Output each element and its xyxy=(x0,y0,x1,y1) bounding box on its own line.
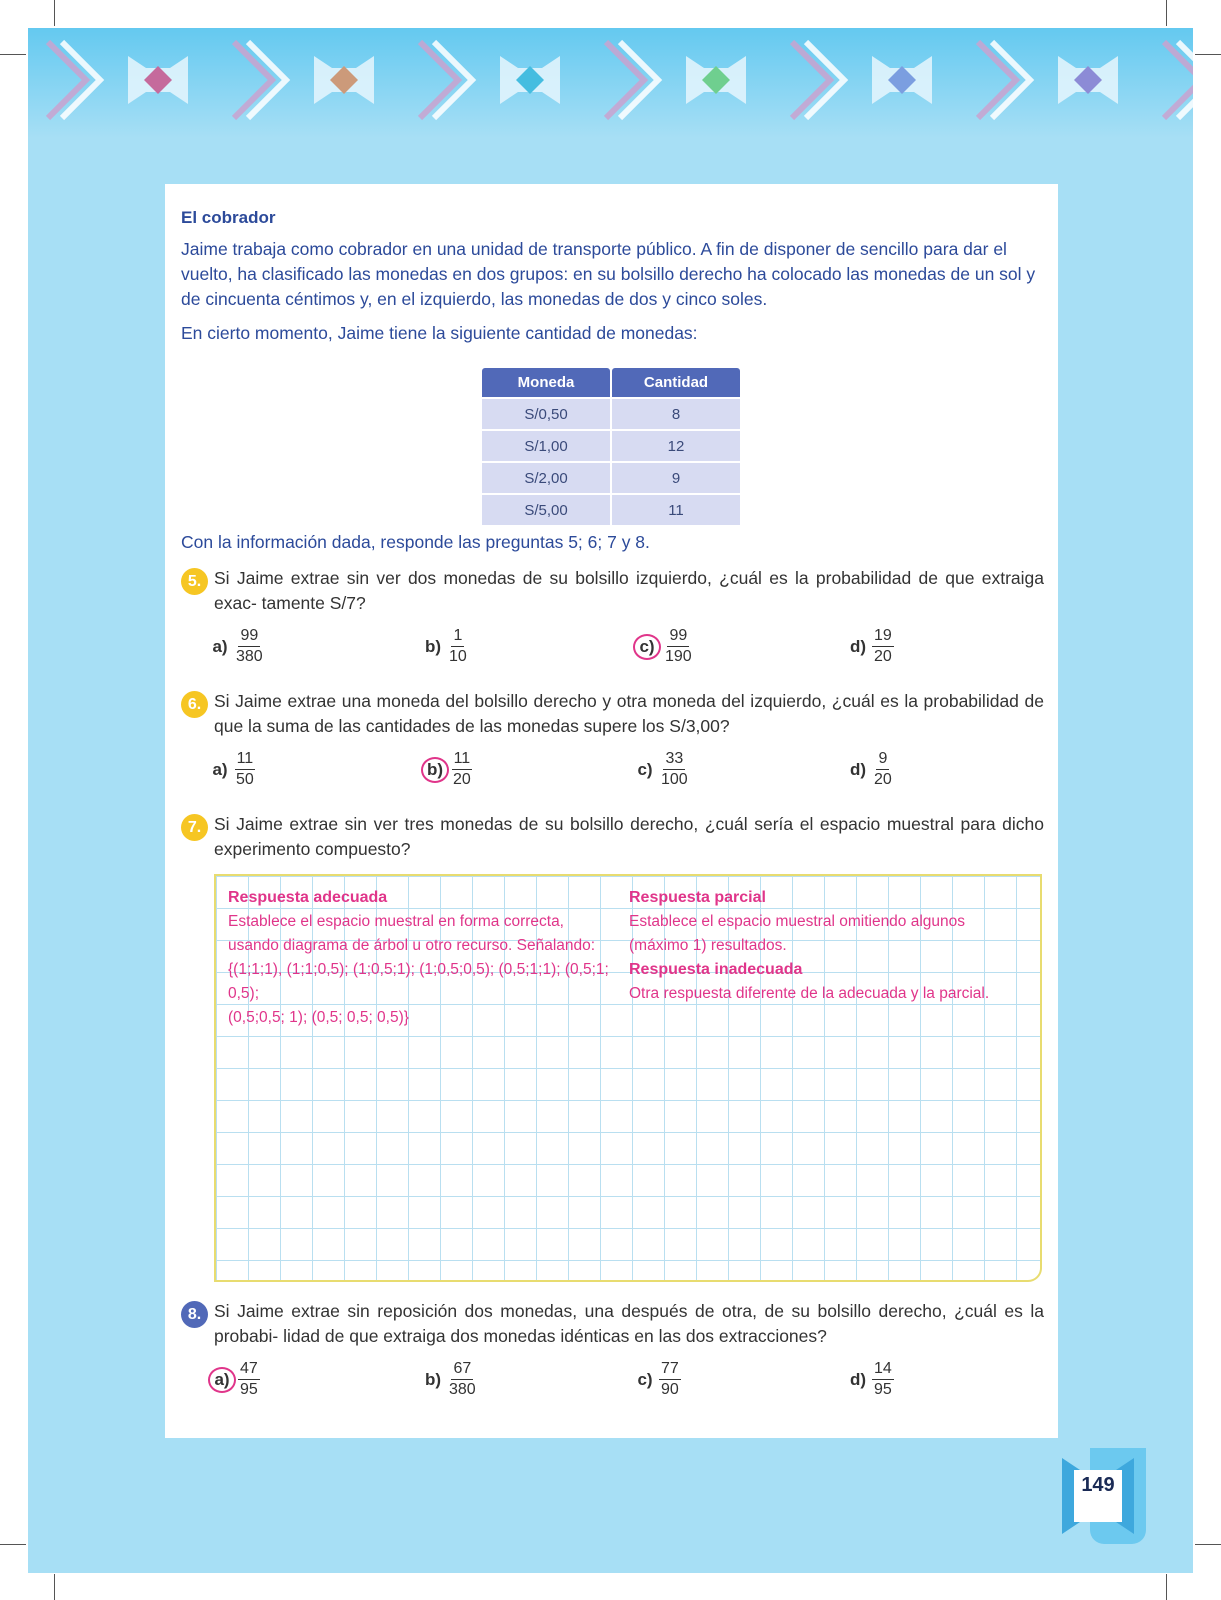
table-header-row xyxy=(482,368,740,397)
question-number-badge: 7. xyxy=(181,814,208,841)
table-row xyxy=(482,399,740,429)
answer-grid[interactable] xyxy=(214,874,1042,1282)
denominator: 90 xyxy=(661,1381,679,1398)
banner-pattern xyxy=(28,28,1193,138)
rubric-line: Establece el espacio muestral en forma correcta, xyxy=(228,913,564,930)
crop-mark xyxy=(1195,1544,1221,1545)
denominator: 380 xyxy=(236,648,263,665)
fraction xyxy=(451,749,473,790)
denominator: 95 xyxy=(240,1381,258,1398)
denominator: 10 xyxy=(449,648,467,665)
coin-table xyxy=(480,366,742,527)
option-d[interactable] xyxy=(846,626,894,667)
crop-mark xyxy=(54,1574,55,1600)
table-cell: S/1,00 xyxy=(482,431,610,461)
fraction xyxy=(238,1359,260,1400)
denominator: 20 xyxy=(453,771,471,788)
fraction xyxy=(659,1359,681,1400)
numerator: 99 xyxy=(667,626,689,647)
column-header-moneda: Moneda xyxy=(482,368,610,397)
numerator: 19 xyxy=(872,626,894,647)
rubric-line: Establece el espacio muestral omitiendo algunos xyxy=(629,913,966,930)
question-text: Si Jaime extrae sin ver tres monedas de su bolsillo derecho, ¿cuál sería el espacio muestral para dicho experimento compuesto? xyxy=(214,814,1044,859)
table-cell: 8 xyxy=(612,399,740,429)
selected-answer-circle: a) xyxy=(208,1367,236,1393)
option-letter: b) xyxy=(424,636,442,656)
question-text: Si Jaime extrae una moneda del bolsillo derecho y otra moneda del izquierdo, ¿cuál es la probabilidad de que la suma de las cantidades de las monedas supere los S/3,00? xyxy=(214,691,1044,736)
question-5 xyxy=(181,566,1051,676)
crop-mark xyxy=(1166,0,1167,26)
denominator: 100 xyxy=(661,771,688,788)
option-letter: d) xyxy=(849,636,867,656)
option-c-selected[interactable] xyxy=(633,626,694,667)
option-letter: d) xyxy=(849,759,867,779)
selected-answer-circle: b) xyxy=(421,757,449,783)
numerator: 67 xyxy=(451,1359,473,1380)
page-number-tab xyxy=(1050,1448,1146,1544)
rubric-adequate xyxy=(228,886,618,1030)
denominator: 20 xyxy=(874,648,892,665)
fraction xyxy=(447,626,469,667)
instruction-text: Con la información dada, responde las preguntas 5; 6; 7 y 8. xyxy=(181,532,650,552)
option-letter: c) xyxy=(637,1369,653,1389)
rubric-partial xyxy=(629,886,1019,1006)
option-letter: a) xyxy=(212,636,228,656)
fraction xyxy=(659,749,690,790)
option-b-selected[interactable] xyxy=(421,749,473,790)
rubric-line: (0,5;0,5; 1); (0,5; 0,5; 0,5)} xyxy=(228,1009,409,1026)
rubric-title: Respuesta inadecuada xyxy=(629,961,803,978)
option-d[interactable] xyxy=(846,1359,894,1400)
question-8 xyxy=(181,1299,1051,1409)
question-number-badge: 8. xyxy=(181,1301,208,1328)
fraction xyxy=(872,1359,894,1400)
table-cell: S/5,00 xyxy=(482,495,610,525)
table-cell: 11 xyxy=(612,495,740,525)
table-cell: S/0,50 xyxy=(482,399,610,429)
numerator: 33 xyxy=(663,749,685,770)
numerator: 77 xyxy=(659,1359,681,1380)
table-row xyxy=(482,495,740,525)
numerator: 11 xyxy=(452,749,473,770)
rubric-title: Respuesta parcial xyxy=(629,889,766,906)
denominator: 190 xyxy=(665,648,692,665)
fraction xyxy=(234,749,256,790)
numerator: 1 xyxy=(451,626,464,647)
denominator: 95 xyxy=(874,1381,892,1398)
denominator: 20 xyxy=(874,771,892,788)
fraction xyxy=(234,626,265,667)
column-header-cantidad: Cantidad xyxy=(612,368,740,397)
question-text: Si Jaime extrae sin ver dos monedas de su bolsillo izquierdo, ¿cuál es la probabilidad de que extraiga exac- tamente S/7? xyxy=(214,568,1044,613)
numerator: 47 xyxy=(238,1359,260,1380)
crop-mark xyxy=(0,54,26,55)
question-6 xyxy=(181,689,1051,799)
fraction xyxy=(872,626,894,667)
crop-mark xyxy=(1195,54,1221,55)
option-c[interactable] xyxy=(633,1359,681,1400)
rubric-line: (máximo 1) resultados. xyxy=(629,937,787,954)
denominator: 50 xyxy=(236,771,254,788)
question-text: Si Jaime extrae sin reposición dos monedas, una después de otra, de su bolsillo derecho, ¿cuál es la probabi- lidad de que extraiga dos monedas idénticas en las dos extracciones? xyxy=(214,1301,1044,1346)
rubric-line: {(1;1;1), (1;1;0,5); (1;0,5;1); (1;0,5;0,5); (0,5;1;1); (0,5;1; 0,5); xyxy=(228,961,609,1002)
option-b[interactable] xyxy=(421,1359,478,1400)
option-a[interactable] xyxy=(208,749,256,790)
crop-mark xyxy=(0,1544,26,1545)
rubric-title: Respuesta adecuada xyxy=(228,889,388,906)
table-cell: 9 xyxy=(612,463,740,493)
table-row xyxy=(482,431,740,461)
intro-paragraph: Jaime trabaja como cobrador en una unidad de transporte público. A fin de disponer de sencillo para dar el vuelto, ha clasificado las monedas en dos grupos: en su bolsillo derecho ha colocado las monedas de un sol y de cincuenta céntimos y, en el izquierdo, las monedas de dos y cinco soles. xyxy=(181,239,1036,309)
fraction xyxy=(872,749,894,790)
rubric-line: Otra respuesta diferente de la adecuada y la parcial. xyxy=(629,985,990,1002)
question-number-badge: 5. xyxy=(181,568,208,595)
selected-answer-circle: c) xyxy=(633,634,661,660)
numerator: 14 xyxy=(872,1359,894,1380)
rubric-line: usando diagrama de árbol u otro recurso. Señalando: xyxy=(228,937,596,954)
option-letter: d) xyxy=(849,1369,867,1389)
crop-mark xyxy=(1166,1574,1167,1600)
crop-mark xyxy=(54,0,55,26)
numerator: 99 xyxy=(238,626,260,647)
page-number: 149 xyxy=(1081,1474,1115,1496)
content-card xyxy=(165,184,1058,1438)
denominator: 380 xyxy=(449,1381,476,1398)
intro-lead: En cierto momento, Jaime tiene la siguiente cantidad de monedas: xyxy=(181,323,698,343)
question-7 xyxy=(181,812,1051,872)
table-row xyxy=(482,463,740,493)
fraction xyxy=(447,1359,478,1400)
option-letter: a) xyxy=(212,759,228,779)
option-letter: b) xyxy=(424,1369,442,1389)
option-letter: c) xyxy=(637,759,653,779)
option-a-selected[interactable] xyxy=(208,1359,260,1400)
table-cell: 12 xyxy=(612,431,740,461)
numerator: 9 xyxy=(876,749,889,770)
option-c[interactable] xyxy=(633,749,690,790)
option-d[interactable] xyxy=(846,749,894,790)
question-number-badge: 6. xyxy=(181,691,208,718)
fraction xyxy=(663,626,694,667)
option-b[interactable] xyxy=(421,626,469,667)
decorative-banner xyxy=(28,28,1193,138)
section-title: El cobrador xyxy=(181,208,276,227)
table-cell: S/2,00 xyxy=(482,463,610,493)
option-a[interactable] xyxy=(208,626,265,667)
numerator: 11 xyxy=(235,749,256,770)
